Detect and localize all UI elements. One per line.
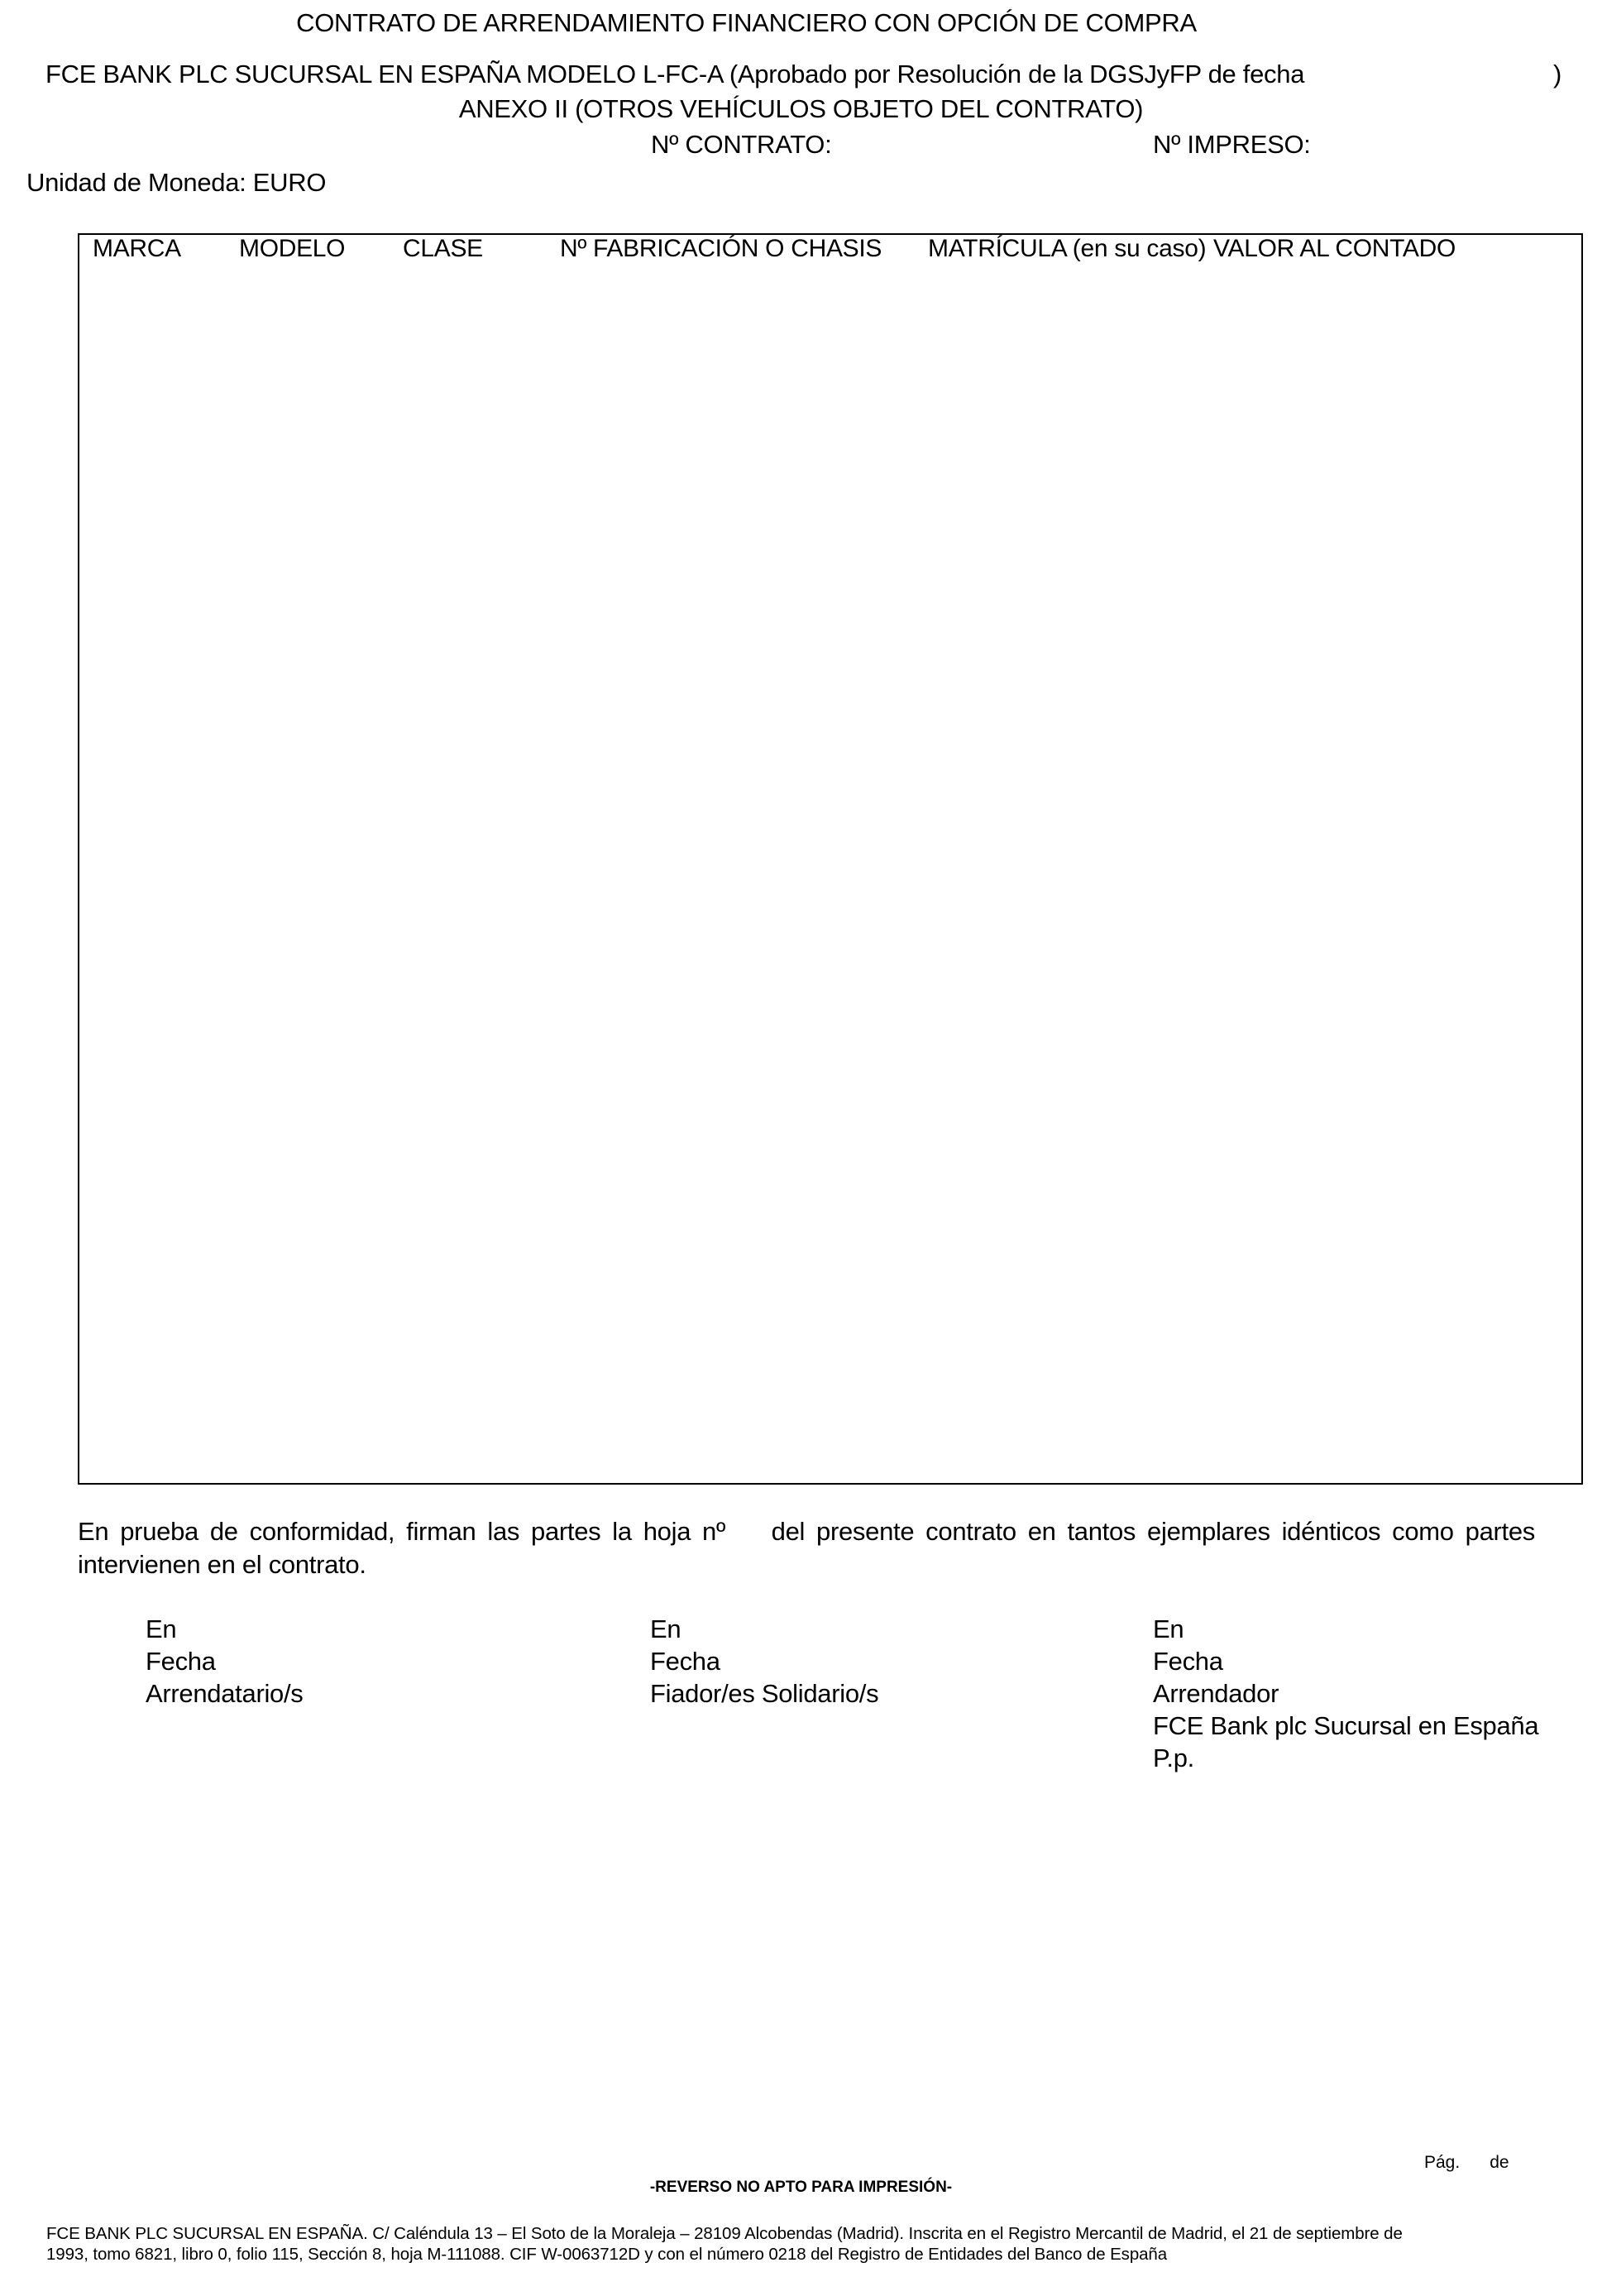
vehicles-table-box [78,233,1583,1485]
contract-number-label: Nº CONTRATO: [651,130,832,159]
column-header-clase: CLASE [403,235,483,262]
signature-block-fiador [650,1613,878,1710]
page-of-label: de [1490,2153,1509,2172]
legal-footer [46,2223,1502,2265]
currency-label: Unidad de Moneda: EURO [26,168,327,197]
signature-place-label: En [650,1614,681,1643]
column-header-marca: MARCA [93,235,181,262]
page-label: Pág. [1424,2153,1461,2172]
reverse-notice: -REVERSO NO APTO PARA IMPRESIÓN- [649,2179,953,2196]
document-title: CONTRATO DE ARRENDAMIENTO FINANCIERO CON OPCIÓN DE COMPRA [296,8,1197,37]
signature-place-label: En [146,1614,177,1643]
model-line-close: ) [1553,60,1562,88]
signature-place-label: En [1153,1614,1184,1643]
column-header-chasis: Nº FABRICACIÓN O CHASIS [560,235,882,262]
footer-line-1: FCE BANK PLC SUCURSAL EN ESPAÑA. C/ Caléndula 13 – El Soto de la Moraleja – 28109 Alcobendas (Madrid). Inscrita en el Registro Mercantil de Madrid, el 21 de septiembre de [46,2224,1403,2243]
printed-number-label: Nº IMPRESO: [1153,130,1311,159]
signature-block-arrendatario [146,1613,304,1710]
conformity-statement [78,1515,1535,1581]
signature-role-label: Fiador/es Solidario/s [650,1679,879,1708]
statement-part-2: del presente contrato en tantos ejemplares idénticos como partes intervienen en el contrato. [78,1517,1535,1579]
column-header-valor: VALOR AL CONTADO [1213,235,1456,262]
statement-part-1: En prueba de conformidad, firman las partes la hoja nº [78,1517,726,1546]
signature-role-label: Arrendador [1153,1679,1279,1708]
signature-block-arrendador [1153,1613,1538,1774]
column-header-modelo: MODELO [239,235,346,262]
signature-date-label: Fecha [650,1647,720,1676]
signature-role-label: Arrendatario/s [146,1679,304,1708]
model-line: FCE BANK PLC SUCURSAL EN ESPAÑA MODELO L-FC-A (Aprobado por Resolución de la DGSJyFP de fecha [45,60,1305,88]
footer-line-2: 1993, tomo 6821, libro 0, folio 115, Sección 8, hoja M-111088. CIF W-0063712D y con el número 0218 del Registro de Entidades del Banco de España [46,2245,1168,2264]
signature-date-label: Fecha [146,1647,216,1676]
annex-title: ANEXO II (OTROS VEHÍCULOS OBJETO DEL CONTRATO) [458,94,1144,123]
signature-pp-label: P.p. [1153,1744,1194,1772]
signature-company-label: FCE Bank plc Sucursal en España [1153,1711,1539,1740]
page-number [1424,2153,1509,2173]
column-header-matricula: MATRÍCULA (en su caso) [928,235,1207,262]
signature-date-label: Fecha [1153,1647,1223,1676]
